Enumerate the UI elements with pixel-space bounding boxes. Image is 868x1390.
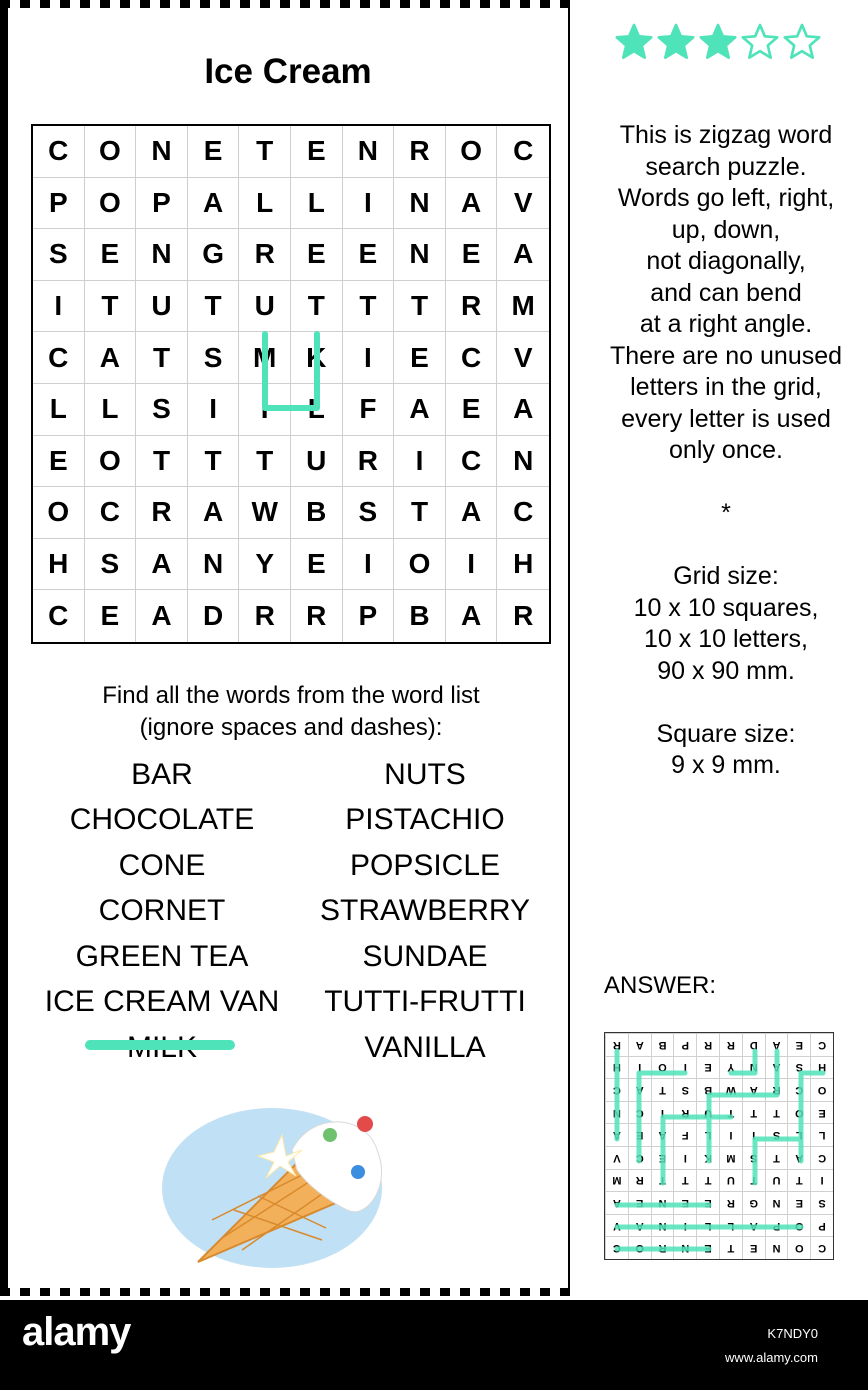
answer-cell: A (605, 1191, 628, 1214)
grid-cell: I (343, 178, 395, 230)
word-list-item: PISTACHIO (345, 803, 505, 836)
answer-cell: I (651, 1101, 674, 1124)
word-search-grid (31, 124, 551, 644)
grid-cell: M (497, 281, 549, 333)
answer-cell: I (742, 1123, 765, 1146)
grid-cell: N (136, 229, 188, 281)
star-filled-icon (656, 22, 696, 62)
grid-cell: O (85, 178, 137, 230)
answer-cell: T (651, 1078, 674, 1101)
rules-line (590, 687, 862, 719)
grid-cell: P (343, 590, 395, 642)
puzzle-rules (590, 120, 862, 782)
grid-cell: E (85, 229, 137, 281)
answer-cell: R (719, 1033, 742, 1056)
ice-cream-cone-illustration (162, 1090, 382, 1290)
answer-cell: N (605, 1101, 628, 1124)
answer-cell: N (651, 1191, 674, 1214)
answer-cell: T (719, 1236, 742, 1259)
rules-line: This is zigzag word (619, 121, 833, 149)
watermark-url: www.alamy.com (725, 1350, 818, 1365)
word-list-item: BAR (131, 758, 193, 791)
answer-cell: S (765, 1123, 788, 1146)
grid-cell: A (446, 487, 498, 539)
word-list-item: CHOCOLATE (69, 803, 255, 836)
answer-cell: A (628, 1078, 651, 1101)
answer-cell: E (787, 1191, 810, 1214)
grid-cell: L (33, 384, 85, 436)
rules-line: * (721, 499, 731, 527)
grid-cell: A (136, 590, 188, 642)
grid-cell: S (85, 539, 137, 591)
answer-cell: R (605, 1033, 628, 1056)
grid-cell: N (136, 126, 188, 178)
rules-line: at a right angle. (639, 310, 813, 338)
grid-cell: N (394, 229, 446, 281)
answer-cell: F (673, 1123, 696, 1146)
word-list-item: CONE (118, 849, 206, 882)
grid-cell: A (188, 178, 240, 230)
rules-line: 90 x 90 mm. (657, 656, 795, 685)
instructions (0, 680, 582, 744)
answer-cell: E (673, 1191, 696, 1214)
grid-cell: R (513, 600, 534, 632)
rules-line: search puzzle. (645, 152, 807, 181)
answer-cell: K (696, 1146, 719, 1169)
grid-cell: N (188, 539, 240, 591)
grid-cell: C (497, 126, 549, 178)
star-empty-icon (740, 22, 780, 62)
word-list-item: STRAWBERRY (319, 894, 531, 927)
grid-cell: V (497, 178, 549, 230)
word-list-item: POPSICLE (349, 849, 501, 882)
answer-cell: A (765, 1033, 788, 1056)
grid-cell: P (136, 178, 188, 230)
rules-line: 9 x 9 mm. (671, 751, 781, 779)
grid-cell: L (85, 384, 137, 436)
answer-cell: V (605, 1146, 628, 1169)
rules-line: every letter is used (621, 404, 831, 433)
word-list-item: NUTS (384, 758, 466, 791)
instruction-line-1: Find all the words from the word list (102, 682, 480, 709)
grid-cell: E (291, 126, 343, 178)
answer-cell: N (765, 1191, 788, 1214)
answer-cell: I (673, 1214, 696, 1237)
answer-cell: B (651, 1033, 674, 1056)
alamy-logo: alamy (22, 1310, 131, 1354)
rules-line: Square size: (656, 719, 796, 748)
rules-line: Grid size: (673, 562, 779, 590)
rules-line: and can bend (650, 278, 802, 307)
answer-cell: U (696, 1101, 719, 1124)
rules-line (590, 467, 862, 499)
answer-cell: O (651, 1056, 674, 1079)
grid-cell: R (136, 487, 188, 539)
answer-cell: L (696, 1214, 719, 1237)
grid-cell: O (33, 487, 85, 539)
answer-cell: S (787, 1056, 810, 1079)
grid-cell: C (446, 436, 498, 488)
grid-cell: A (446, 178, 498, 230)
answer-cell: D (742, 1033, 765, 1056)
answer-cell: P (765, 1214, 788, 1237)
grid-cell: H (497, 539, 549, 591)
answer-cell: A (787, 1146, 810, 1169)
answer-cell: N (651, 1214, 674, 1237)
grid-cell: S (343, 487, 395, 539)
grid-cell: E (291, 229, 343, 281)
grid-cell: H (33, 539, 85, 591)
grid-cell: D (188, 590, 240, 642)
grid-cell: U (136, 281, 188, 333)
grid-cell: T (291, 281, 343, 333)
answer-cell: I (810, 1169, 833, 1192)
answer-cell: R (719, 1191, 742, 1214)
rules-line: Words go left, right, (617, 184, 835, 212)
grid-cell: I (394, 436, 446, 488)
grid-cell: T (394, 487, 446, 539)
grid-cell: E (446, 229, 498, 281)
answer-label: ANSWER: (604, 972, 717, 999)
answer-cell: T (787, 1169, 810, 1192)
grid-cell: T (188, 436, 240, 488)
grid-cell: T (188, 281, 240, 333)
grid-cell: N (343, 126, 395, 178)
answer-cell: I (719, 1123, 742, 1146)
grid-cell: A (188, 487, 240, 539)
image-id: K7NDY0 (767, 1326, 818, 1341)
answer-cell: U (765, 1169, 788, 1192)
grid-cell: T (343, 281, 395, 333)
grid-cell: I (33, 281, 85, 333)
answer-cell: B (696, 1078, 719, 1101)
grid-cell: R (239, 590, 291, 642)
rules-line: only once. (669, 436, 783, 464)
answer-cell: E (628, 1123, 651, 1146)
grid-cell: S (136, 384, 188, 436)
answer-cell: A (742, 1214, 765, 1237)
word-list-item: VANILLA (364, 1031, 486, 1064)
answer-cell: O (787, 1236, 810, 1259)
grid-cell: R (394, 126, 446, 178)
grid-cell: E (33, 436, 85, 488)
answer-cell: A (651, 1123, 674, 1146)
answer-cell: C (810, 1236, 833, 1259)
word-list-item: ICE CREAM VAN (44, 985, 280, 1018)
answer-cell: C (628, 1146, 651, 1169)
grid-cell: O (85, 436, 137, 488)
grid-cell: E (85, 590, 137, 642)
grid-cell: O (85, 126, 137, 178)
answer-cell: R (765, 1078, 788, 1101)
grid-cell: S (188, 332, 240, 384)
grid-cell: E (291, 539, 343, 591)
puzzle-title: Ice Cream (204, 52, 372, 91)
answer-cell: T (696, 1169, 719, 1192)
grid-cell: K (291, 332, 343, 384)
answer-cell: T (651, 1169, 674, 1192)
rules-line: not diagonally, (646, 247, 806, 275)
answer-cell: I (673, 1056, 696, 1079)
grid-cell: C (33, 126, 85, 178)
grid-cell: A (394, 384, 446, 436)
answer-cell: S (742, 1146, 765, 1169)
answer-cell: I (628, 1056, 651, 1079)
answer-cell: E (787, 1033, 810, 1056)
grid-cell: I (343, 539, 395, 591)
grid-cell: E (343, 229, 395, 281)
grid-cell: A (136, 539, 188, 591)
answer-cell: V (605, 1214, 628, 1237)
grid-cell: A (497, 384, 549, 436)
word-list-item: TUTTI-FRUTTI (324, 985, 526, 1018)
grid-cell: F (343, 384, 395, 436)
answer-cell: O (787, 1101, 810, 1124)
answer-cell: P (673, 1033, 696, 1056)
grid-cell: L (239, 178, 291, 230)
answer-cell: I (673, 1146, 696, 1169)
grid-cell: L (291, 178, 343, 230)
answer-cell: E (696, 1191, 719, 1214)
answer-cell: C (628, 1101, 651, 1124)
grid-cell: E (446, 384, 498, 436)
answer-cell: L (787, 1123, 810, 1146)
grid-cell: R (446, 281, 498, 333)
instruction-line-2: (ignore spaces and dashes): (139, 714, 443, 741)
answer-cell: E (628, 1191, 651, 1214)
grid-cell: I (188, 384, 240, 436)
grid-cell: A (85, 332, 137, 384)
grid-cell: U (291, 436, 343, 488)
answer-cell: H (810, 1056, 833, 1079)
grid-cell: A (497, 229, 549, 281)
rules-line: letters in the grid, (630, 373, 822, 401)
grid-cell: O (394, 539, 446, 591)
milk-found-strike (85, 1040, 235, 1050)
answer-cell: O (628, 1236, 651, 1259)
word-list-item: CORNET (98, 894, 226, 927)
grid-cell: M (239, 332, 291, 384)
answer-cell: H (605, 1056, 628, 1079)
answer-cell: A (605, 1123, 628, 1146)
grid-cell: T (85, 281, 137, 333)
answer-cell: T (765, 1146, 788, 1169)
answer-cell: R (673, 1101, 696, 1124)
answer-cell: P (810, 1214, 833, 1237)
grid-cell: T (394, 281, 446, 333)
answer-cell: C (605, 1078, 628, 1101)
answer-cell: A (742, 1078, 765, 1101)
grid-cell: R (343, 436, 395, 488)
answer-cell: T (742, 1169, 765, 1192)
grid-cell: N (497, 436, 549, 488)
grid-cell: V (497, 332, 549, 384)
answer-cell: O (787, 1214, 810, 1237)
answer-cell: L (719, 1214, 742, 1237)
answer-cell: E (810, 1101, 833, 1124)
grid-cell: O (446, 126, 498, 178)
answer-cell: L (696, 1123, 719, 1146)
grid-cell: T (239, 126, 291, 178)
answer-cell: A (628, 1214, 651, 1237)
answer-cell: E (696, 1056, 719, 1079)
answer-cell: T (742, 1101, 765, 1124)
answer-cell: C (810, 1033, 833, 1056)
grid-cell: R (291, 590, 343, 642)
star-filled-icon (614, 22, 654, 62)
rules-line: 10 x 10 squares, (633, 593, 819, 622)
grid-cell: E (394, 332, 446, 384)
answer-cell: R (628, 1169, 651, 1192)
answer-cell: A (628, 1033, 651, 1056)
grid-cell: B (291, 487, 343, 539)
answer-key (604, 1032, 834, 1260)
grid-cell: A (446, 590, 498, 642)
grid-cell: P (33, 178, 85, 230)
grid-cell: S (33, 229, 85, 281)
grid-cell: E (188, 126, 240, 178)
answer-cell: T (765, 1101, 788, 1124)
answer-cell: S (673, 1078, 696, 1101)
answer-cell: R (696, 1033, 719, 1056)
difficulty-rating (614, 22, 822, 62)
grid-cell: T (136, 436, 188, 488)
star-filled-icon (698, 22, 738, 62)
grid-cell: T (136, 332, 188, 384)
answer-paths (605, 1033, 835, 1261)
grid-cell: I (239, 384, 291, 436)
grid-cell: N (394, 178, 446, 230)
answer-cell: M (605, 1169, 628, 1192)
star-empty-icon (782, 22, 822, 62)
answer-cell: R (651, 1236, 674, 1259)
grid-cell: B (394, 590, 446, 642)
answer-cell: O (810, 1078, 833, 1101)
answer-cell: T (719, 1101, 742, 1124)
answer-cell: M (719, 1146, 742, 1169)
grid-cell: T (239, 436, 291, 488)
answer-cell: C (810, 1146, 833, 1169)
grid-cell: C (497, 487, 549, 539)
answer-cell: A (765, 1056, 788, 1079)
answer-cell: S (810, 1191, 833, 1214)
rules-line (590, 530, 862, 562)
grid-cell: C (33, 590, 85, 642)
grid-cell: C (446, 332, 498, 384)
grid-cell: C (85, 487, 137, 539)
grid-cell: Y (239, 539, 291, 591)
grid-cell: R (239, 229, 291, 281)
answer-cell: E (742, 1236, 765, 1259)
rules-line: up, down, (671, 215, 781, 244)
answer-cell: C (605, 1236, 628, 1259)
answer-cell: N (673, 1236, 696, 1259)
answer-cell: W (719, 1078, 742, 1101)
answer-cell: U (719, 1169, 742, 1192)
answer-cell: G (742, 1191, 765, 1214)
answer-cell: L (810, 1123, 833, 1146)
grid-cell: U (239, 281, 291, 333)
answer-cell: C (787, 1078, 810, 1101)
word-list-item: SUNDAE (362, 940, 488, 973)
grid-cell: W (239, 487, 291, 539)
answer-cell: Y (719, 1056, 742, 1079)
rules-line: 10 x 10 letters, (644, 625, 808, 653)
grid-cell: I (446, 539, 498, 591)
answer-cell: N (742, 1056, 765, 1079)
answer-cell: E (696, 1236, 719, 1259)
word-list-item: GREEN TEA (75, 940, 249, 973)
grid-cell: G (188, 229, 240, 281)
answer-cell: N (765, 1236, 788, 1259)
rules-line: There are no unused (609, 341, 843, 370)
answer-cell: E (651, 1146, 674, 1169)
answer-cell: T (673, 1169, 696, 1192)
grid-cell: C (33, 332, 85, 384)
grid-cell: L (291, 384, 343, 436)
grid-cell: I (343, 332, 395, 384)
